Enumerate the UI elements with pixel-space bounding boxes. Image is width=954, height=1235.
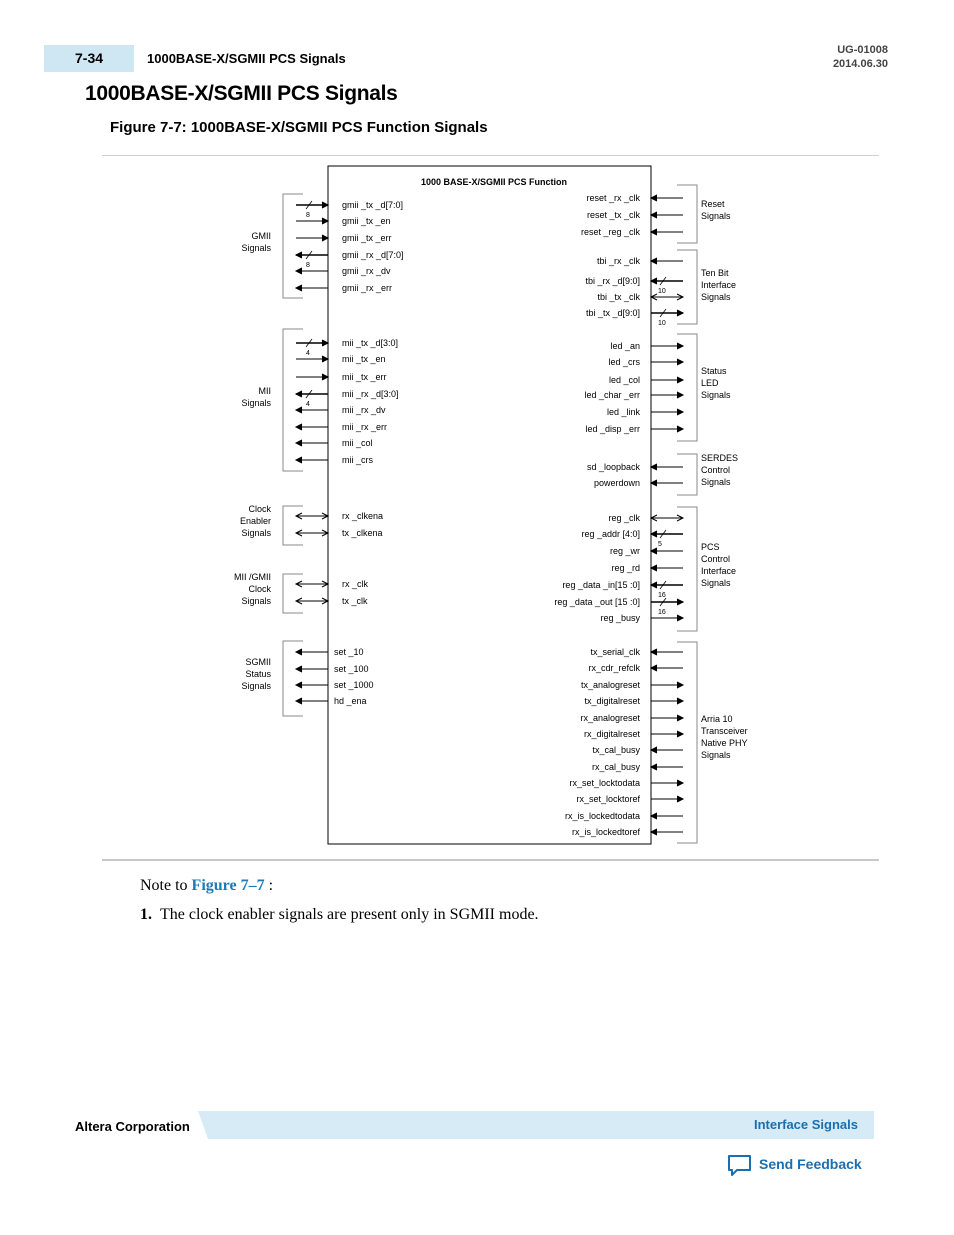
group-label: Clock — [248, 504, 271, 514]
signal-label: rx _clkena — [342, 511, 384, 521]
left-signal — [296, 216, 391, 226]
left-signal-group — [241, 641, 303, 716]
right-signal — [569, 778, 683, 788]
right-signal — [608, 513, 683, 523]
signal-label: set _1000 — [334, 680, 374, 690]
group-label: Control — [701, 554, 731, 564]
group-label: Transceiver — [701, 726, 748, 736]
left-signal-group — [234, 572, 303, 613]
left-signal — [296, 664, 369, 674]
signal-label: sd _loopback — [586, 462, 640, 472]
group-label: Signals — [241, 398, 271, 408]
right-signal — [565, 811, 683, 821]
right-signal — [610, 546, 683, 556]
signal-label: hd _ena — [334, 696, 367, 706]
group-label: Enabler — [239, 516, 271, 526]
group-label: Signals — [701, 750, 731, 760]
bus-width-label: 8 — [306, 262, 310, 269]
signal-label: reg _rd — [611, 563, 640, 573]
group-label: LED — [701, 378, 719, 388]
figure-bottom-rule — [102, 859, 879, 861]
right-signal-group — [677, 642, 748, 843]
note-item-text: The clock enabler signals are present only in SGMII mode. — [160, 906, 539, 923]
signal-label: mii _col — [342, 438, 373, 448]
signal-label: reset _reg _clk — [580, 227, 640, 237]
figure-note-heading — [140, 877, 273, 895]
signal-label: gmii _tx _en — [342, 216, 391, 226]
group-label: MII /GMII — [234, 572, 271, 582]
signal-label: set _100 — [334, 664, 369, 674]
signal-label: rx_analogreset — [580, 713, 640, 723]
signal-label: led _an — [610, 341, 640, 351]
signal-label: rx_set_locktoref — [576, 794, 640, 804]
right-signal-group — [677, 453, 738, 495]
right-signal — [587, 462, 683, 472]
footer-company: Altera Corporation — [75, 1119, 190, 1134]
left-signal — [296, 579, 369, 589]
signal-label: tx_cal_busy — [592, 745, 640, 755]
signal-label: reset _tx _clk — [586, 210, 640, 220]
group-label: Reset — [701, 199, 725, 209]
right-signal — [585, 424, 683, 434]
signal-label: rx_is_lockedtodata — [564, 811, 640, 821]
signal-label: rx_cal_busy — [591, 762, 640, 772]
right-signal-group — [677, 334, 731, 441]
bus-width-label: 10 — [658, 288, 666, 295]
signal-label: mii _tx _en — [342, 354, 386, 364]
signal-label: mii _tx _d[3:0] — [342, 338, 399, 348]
note-item-number: 1. — [140, 906, 152, 923]
right-signal — [592, 762, 683, 772]
right-signal — [584, 390, 683, 400]
left-signal — [296, 233, 392, 243]
note-item — [140, 906, 539, 924]
group-label: Signals — [701, 211, 731, 221]
signal-label: mii _rx _dv — [342, 405, 386, 415]
signal-label: gmii _tx _d[7:0] — [342, 200, 404, 210]
feedback-icon[interactable] — [727, 1154, 753, 1178]
group-label: Signals — [241, 681, 271, 691]
signal-label: led _char _err — [584, 390, 640, 400]
group-label: Signals — [241, 528, 271, 538]
bus-width-label: 16 — [658, 609, 666, 616]
right-signal — [592, 745, 683, 755]
signal-label: tbi _tx _d[9:0] — [585, 308, 640, 318]
right-signal-group — [677, 507, 736, 631]
signal-label: tx _clkena — [342, 528, 383, 538]
right-signal — [610, 341, 683, 351]
signal-label: gmii _rx _dv — [342, 266, 391, 276]
right-signal — [611, 563, 683, 573]
right-signal-group — [677, 185, 731, 243]
group-label: Status — [245, 669, 271, 679]
signal-label: reset _rx _clk — [586, 193, 640, 203]
left-signal-group — [241, 329, 303, 471]
left-signal — [296, 422, 387, 432]
group-label: Ten Bit — [701, 268, 729, 278]
left-signal — [296, 455, 373, 465]
signal-label: mii _tx _err — [342, 372, 387, 382]
signal-label: tx _clk — [342, 596, 368, 606]
group-label: PCS — [701, 542, 720, 552]
signal-label: gmii _tx _err — [342, 233, 392, 243]
right-signal — [607, 407, 683, 417]
left-signal — [296, 283, 392, 293]
right-signal — [597, 292, 683, 302]
left-signal-group — [241, 194, 303, 298]
signal-label: led _crs — [608, 357, 640, 367]
signal-label: gmii _rx _err — [342, 283, 393, 293]
right-signal — [581, 680, 683, 690]
section-title: 1000BASE-X/SGMII PCS Signals — [85, 82, 398, 105]
right-signal — [580, 713, 683, 723]
group-label: Status — [701, 366, 727, 376]
signal-label: reg _clk — [608, 513, 640, 523]
right-signal — [590, 647, 683, 657]
right-signal — [581, 227, 683, 237]
signal-label: tbi _rx _d[9:0] — [585, 276, 640, 286]
signal-label: rx_cdr_refclk — [588, 663, 640, 673]
group-label: MII — [258, 386, 271, 396]
group-label: Interface — [701, 280, 737, 290]
signal-label: reg _wr — [609, 546, 640, 556]
signal-label: led _link — [606, 407, 640, 417]
group-label: SGMII — [245, 657, 271, 667]
signal-label: tx_serial_clk — [590, 647, 640, 657]
bus-width-label: 10 — [658, 320, 666, 327]
group-label: Signals — [241, 596, 271, 606]
bus-width-label: 16 — [658, 592, 666, 599]
right-signal — [597, 256, 683, 266]
doc-id-number: UG-01008 — [837, 44, 888, 56]
group-label: Signals — [701, 390, 731, 400]
bus-width-label: 4 — [306, 401, 310, 408]
right-signal — [588, 663, 683, 673]
bus-width-label: 8 — [306, 212, 310, 219]
left-signal — [296, 438, 373, 448]
page-number: 7-34 — [75, 50, 104, 66]
group-label: SERDES — [701, 453, 739, 463]
group-label: Signals — [241, 243, 271, 253]
signal-label: reg _data _out [15 :0] — [554, 597, 640, 607]
note-prefix: Note to — [140, 877, 192, 894]
signal-label: rx_is_lockedtoref — [571, 827, 640, 837]
left-signal — [296, 266, 391, 276]
right-signal — [572, 827, 683, 837]
left-signal — [296, 372, 387, 382]
right-signal — [584, 729, 683, 739]
signal-label: led _disp _err — [585, 424, 640, 434]
signal-label: tx_analogreset — [580, 680, 640, 690]
note-suffix: : — [264, 877, 274, 894]
left-signal — [296, 696, 367, 706]
signal-label: tbi _tx _clk — [597, 292, 640, 302]
left-signal — [296, 528, 383, 538]
right-signal — [586, 308, 683, 327]
block-title: 1000 BASE-X/SGMII PCS Function — [420, 177, 568, 187]
group-label: Signals — [701, 477, 731, 487]
left-signal — [296, 680, 374, 690]
right-signal — [600, 613, 683, 623]
signal-label: tbi _rx _clk — [596, 256, 640, 266]
group-label: Native PHY — [701, 738, 748, 748]
signal-label: set _10 — [334, 647, 364, 657]
signal-label: rx _clk — [342, 579, 369, 589]
signal-label: rx_set_locktodata — [569, 778, 640, 788]
signal-label: led _col — [608, 375, 640, 385]
group-label: Control — [701, 465, 731, 475]
group-label: Interface — [701, 566, 737, 576]
signal-label: reg _busy — [600, 613, 640, 623]
signal-label: mii _rx _d[3:0] — [342, 389, 399, 399]
left-signal-group — [240, 504, 303, 545]
running-title: 1000BASE-X/SGMII PCS Signals — [147, 51, 346, 66]
group-label: Clock — [248, 584, 271, 594]
signal-label: gmii _rx _d[7:0] — [342, 250, 404, 260]
signal-label: mii _rx _err — [342, 422, 388, 432]
group-label: Signals — [701, 292, 731, 302]
figure-link[interactable]: Figure 7–7 — [191, 877, 265, 894]
right-signal — [584, 696, 683, 706]
footer-section-link[interactable]: Interface Signals — [753, 1117, 858, 1132]
group-label: Arria 10 — [701, 714, 733, 724]
left-signal — [296, 596, 368, 606]
right-signal — [576, 794, 683, 804]
bus-width-label: 4 — [306, 350, 310, 357]
signal-label: tx_digitalreset — [584, 696, 640, 706]
doc-date: 2014.06.30 — [832, 58, 888, 70]
signal-label: mii _crs — [342, 455, 373, 465]
bus-width-label: 5 — [658, 541, 662, 548]
group-label: Signals — [701, 578, 731, 588]
signal-label: reg _addr [4:0] — [581, 529, 640, 539]
left-signal — [296, 511, 383, 521]
right-signal — [594, 478, 683, 488]
signal-label: rx_digitalreset — [583, 729, 640, 739]
signal-label: powerdown — [593, 478, 640, 488]
right-signal — [608, 357, 683, 367]
right-signal-group — [677, 250, 736, 324]
right-signal — [609, 375, 683, 385]
send-feedback-link[interactable]: Send Feedback — [759, 1156, 862, 1172]
right-signal — [587, 210, 683, 220]
signal-label: reg _data _in[15 :0] — [562, 580, 640, 590]
left-signal — [296, 647, 364, 657]
group-label: GMII — [251, 231, 271, 241]
right-signal — [586, 193, 683, 203]
figure-title: Figure 7-7: 1000BASE-X/SGMII PCS Function Signals — [110, 119, 488, 136]
